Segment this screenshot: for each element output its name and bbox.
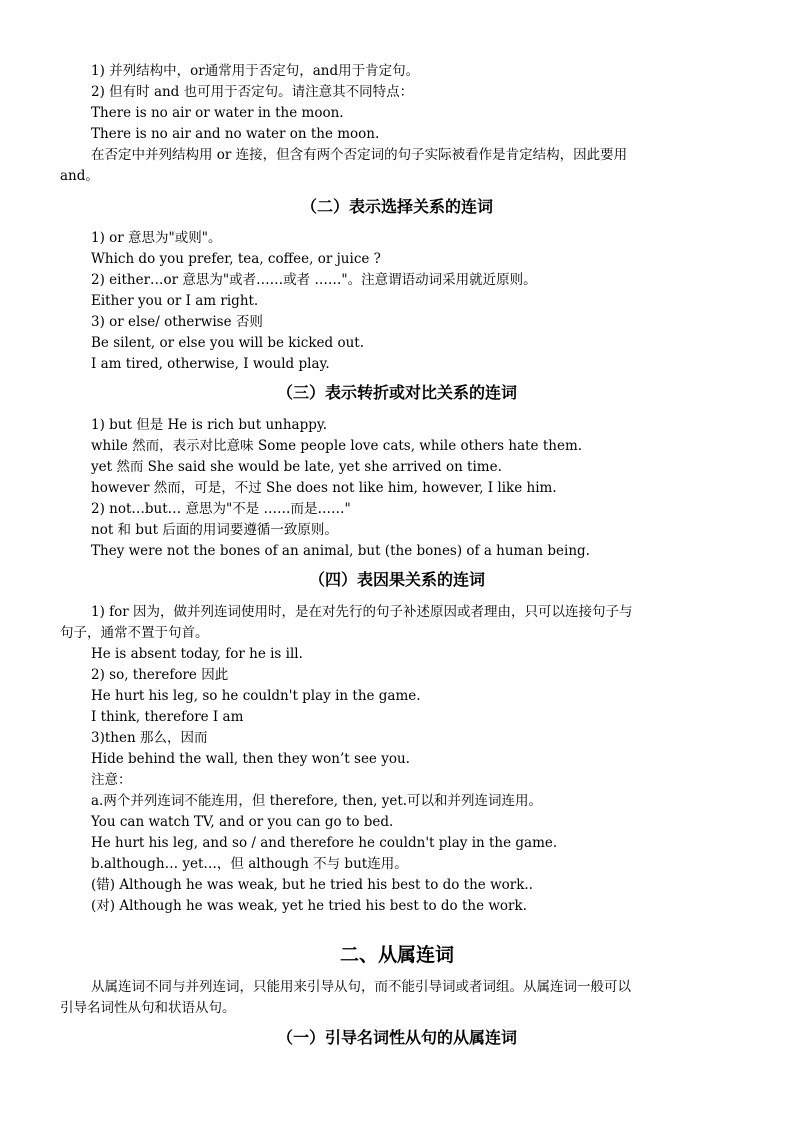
text-line: 2) either…or 意思为"或者……或者 ……"。注意谓语动词采用就近原则。 [91, 272, 537, 288]
text-line: 注意： [91, 772, 132, 788]
example-sentence: Be silent, or else you will be kicked out. [91, 335, 365, 351]
example-sentence: He hurt his leg, so he couldn't play in the game. [91, 688, 421, 704]
section-heading: （四）表因果关系的连词 [308, 570, 485, 589]
text-line: 3) or else/ otherwise 否则 [91, 314, 263, 330]
example-sentence: I think, therefore I am [91, 709, 244, 725]
text-line: 从属连词不同与并列连词，只能用来引导从句，而不能引导词或者词组。从属连词一般可以 [91, 979, 631, 995]
text-line: 1) but 但是 He is rich but unhappy. [91, 417, 327, 433]
text-line: 句子，通常不置于句首。 [60, 625, 209, 641]
text-line: while 然而，表示对比意味 Some people love cats, while others hate them. [91, 438, 583, 454]
example-sentence: He hurt his leg, and so / and therefore he couldn't play in the game. [91, 835, 558, 851]
example-sentence: They were not the bones of an animal, but (the bones) of a human being. [91, 543, 590, 559]
text-line: and。 [60, 168, 99, 184]
example-sentence: There is no air and no water on the moon. [91, 126, 380, 142]
text-line: 2) so, therefore 因此 [91, 667, 229, 683]
text-line: 2) not…but… 意思为"不是 ……而是……" [91, 501, 351, 517]
example-sentence: You can watch TV, and or you can go to bed. [91, 814, 394, 830]
text-line: 1) for 因为，做并列连词使用时，是在对先行的句子补述原因或者理由，只可以连接句子与 [91, 604, 633, 620]
example-sentence: He is absent today, for he is ill. [91, 646, 303, 662]
example-sentence: (对) Although he was weak, yet he tried his best to do the work. [91, 898, 527, 914]
example-sentence: Which do you prefer, tea, coffee, or juice ? [91, 251, 381, 267]
text-line: 1) 并列结构中，or通常用于否定句，and用于肯定句。 [91, 63, 420, 79]
text-line: however 然而，可是，不过 She does not like him, however, I like him. [91, 480, 557, 496]
text-line: 3)then 那么，因而 [91, 730, 208, 746]
section-heading: （三）表示转折或对比关系的连词 [276, 383, 517, 402]
chapter-heading: 二、从属连词 [339, 944, 454, 966]
example-sentence: I am tired, otherwise, I would play. [91, 356, 330, 372]
example-sentence: Either you or I am right. [91, 293, 259, 309]
text-line: 引导名词性从句和状语从句。 [60, 1000, 236, 1016]
example-sentence: Hide behind the wall, then they won’t see you. [91, 751, 410, 767]
text-line: 1) or 意思为"或则"。 [91, 230, 222, 246]
text-line: a.两个并列连词不能连用，但 therefore, then, yet.可以和并列连词连用。 [91, 793, 543, 809]
section-heading: （二）表示选择关系的连词 [300, 197, 493, 216]
section-heading: （一）引导名词性从句的从属连词 [276, 1028, 517, 1047]
text-line: b.although… yet…，但 although 不与 but连用。 [91, 856, 408, 872]
example-sentence: (错) Although he was weak, but he tried his best to do the work.. [91, 877, 533, 893]
text-line: 2) 但有时 and 也可用于否定句。请注意其不同特点： [91, 84, 414, 100]
text-line: not 和 but 后面的用词要遵循一致原则。 [91, 522, 338, 538]
example-sentence: There is no air or water in the moon. [91, 105, 344, 121]
text-line: 在否定中并列结构用 or 连接，但含有两个否定词的句子实际被看作是肯定结构，因此要用 [91, 147, 628, 163]
text-line: yet 然而 She said she would be late, yet she arrived on time. [91, 459, 502, 475]
